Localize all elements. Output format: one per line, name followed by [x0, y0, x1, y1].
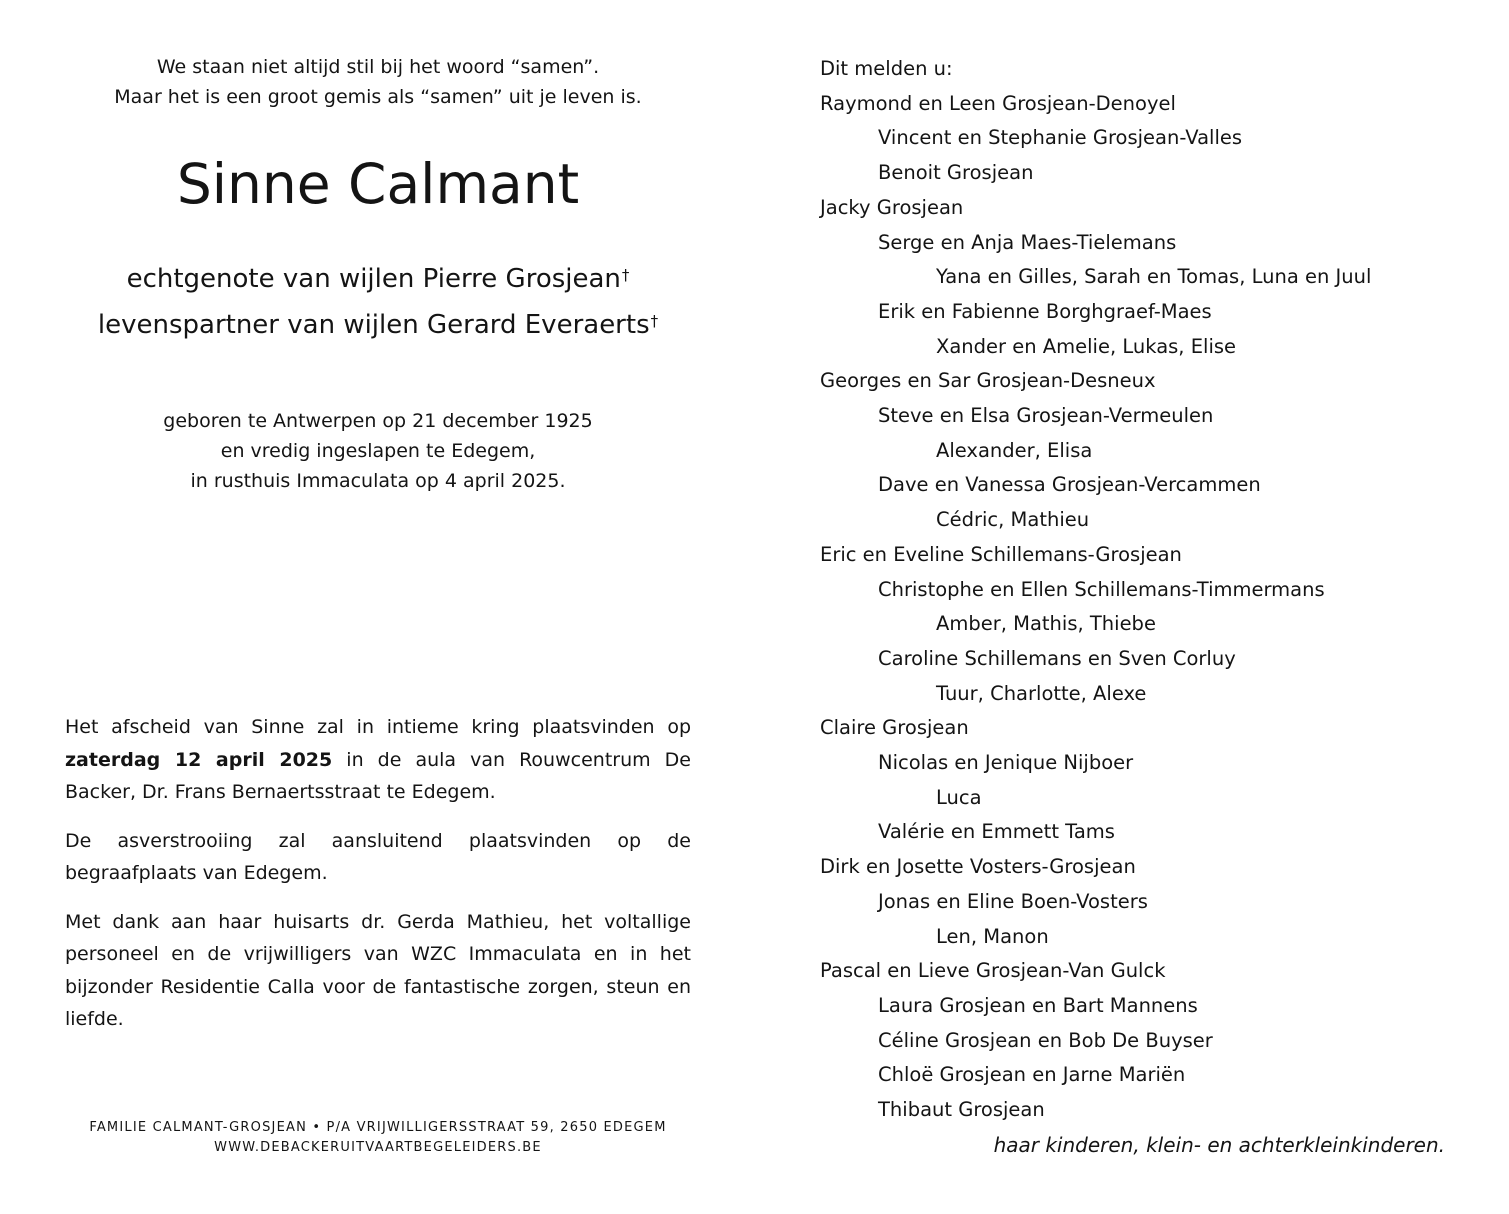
family-member: Dirk en Josette Vosters-Grosjean	[820, 855, 1136, 879]
family-member: Chloë Grosjean en Jarne Mariën	[878, 1063, 1186, 1087]
birth-line-3: in rusthuis Immaculata op 4 april 2025.	[190, 470, 566, 492]
family-member: Alexander, Elisa	[936, 438, 1093, 462]
left-page	[65, 0, 691, 1214]
cross-icon: †	[650, 312, 659, 330]
family-closing: haar kinderen, klein- en achterkleinkinderen.	[993, 1133, 1445, 1157]
family-member: Erik en Fabienne Borghgraef-Maes	[878, 299, 1212, 323]
family-member: Yana en Gilles, Sarah en Tomas, Luna en Juul	[936, 265, 1372, 289]
family-member: Céline Grosjean en Bob De Buyser	[878, 1028, 1213, 1052]
family-member: Steve en Elsa Grosjean-Vermeulen	[878, 404, 1214, 428]
spouse-line-2	[65, 302, 691, 348]
family-member: Serge en Anja Maes-Tielemans	[878, 230, 1177, 254]
ceremony-paragraph-1	[65, 711, 691, 809]
birth-line-2: en vredig ingeslapen te Edegem,	[220, 440, 536, 462]
family-member: Georges en Sar Grosjean-Desneux	[820, 369, 1156, 393]
family-member: Valérie en Emmett Tams	[878, 820, 1115, 844]
family-intro: Dit melden u:	[820, 57, 953, 80]
spouse-line-1	[65, 256, 691, 302]
family-member: Thibaut Grosjean	[878, 1098, 1045, 1122]
quote-line-1: We staan niet altijd stil bij het woord “samen”.	[156, 56, 600, 78]
family-member: Claire Grosjean	[820, 716, 969, 740]
family-member: Benoit Grosjean	[878, 161, 1034, 185]
family-member: Jacky Grosjean	[820, 195, 964, 219]
family-member: Nicolas en Jenique Nijboer	[878, 751, 1134, 775]
family-member: Len, Manon	[936, 924, 1049, 948]
family-member: Raymond en Leen Grosjean-Denoyel	[820, 91, 1176, 115]
family-member: Jonas en Eline Boen-Vosters	[878, 889, 1148, 913]
footer	[65, 1118, 691, 1158]
family-member: Dave en Vanessa Grosjean-Vercammen	[878, 473, 1261, 497]
family-member: Caroline Schillemans en Sven Corluy	[878, 646, 1236, 670]
birth-death-info	[65, 406, 691, 496]
family-member: Amber, Mathis, Thiebe	[936, 612, 1156, 636]
deceased-name: Sinne Calmant	[176, 152, 580, 216]
footer-address: FAMILIE CALMANT-GROSJEAN • P/A VRIJWILLIGERSSTRAAT 59, 2650 EDEGEM	[89, 1120, 667, 1135]
spouse-1-text: echtgenote van wijlen Pierre Grosjean	[126, 264, 621, 294]
family-list	[820, 52, 1480, 1128]
quote-line-2: Maar het is een groot gemis als “samen” uit je leven is.	[114, 86, 642, 108]
ceremony-paragraph-2: De asverstrooiing zal aansluitend plaatsvinden op de begraafplaats van Edegem.	[65, 829, 691, 884]
family-member: Cédric, Mathieu	[936, 508, 1090, 532]
family-member: Tuur, Charlotte, Alexe	[936, 681, 1147, 705]
ceremony-p1-after: in de aula van Rouwcentrum De Backer, Dr. Frans Bernaertsstraat te Edegem.	[65, 748, 691, 803]
family-member: Pascal en Lieve Grosjean-Van Gulck	[820, 959, 1166, 983]
footer-website: WWW.DEBACKERUITVAARTBEGELEIDERS.BE	[214, 1140, 542, 1155]
ceremony-text	[65, 711, 691, 1052]
family-member: Eric en Eveline Schillemans-Grosjean	[820, 542, 1182, 566]
ceremony-p1-before: Het afscheid van Sinne zal in intieme kring plaatsvinden op	[65, 716, 691, 738]
spouse-lines	[65, 256, 691, 348]
spouse-2-text: levenspartner van wijlen Gerard Everaerts	[97, 310, 650, 340]
family-member: Xander en Amelie, Lukas, Elise	[936, 334, 1237, 358]
family-members	[820, 87, 1480, 1128]
birth-line-1: geboren te Antwerpen op 21 december 1925	[163, 410, 593, 432]
ceremony-paragraph-3: Met dank aan haar huisarts dr. Gerda Mathieu, het voltallige personeel en de vrijwilligers van WZC Immaculata en in het bijzonder Residentie Calla voor de fantastische zorgen, steun en liefde.	[65, 910, 691, 1030]
opening-quote	[65, 52, 691, 112]
family-member: Vincent en Stephanie Grosjean-Valles	[878, 126, 1243, 150]
family-member: Luca	[936, 785, 982, 809]
ceremony-date: zaterdag 12 april 2025	[65, 748, 333, 771]
family-member: Laura Grosjean en Bart Mannens	[878, 993, 1198, 1017]
cross-icon: †	[621, 266, 630, 284]
family-member: Christophe en Ellen Schillemans-Timmermans	[878, 577, 1325, 601]
